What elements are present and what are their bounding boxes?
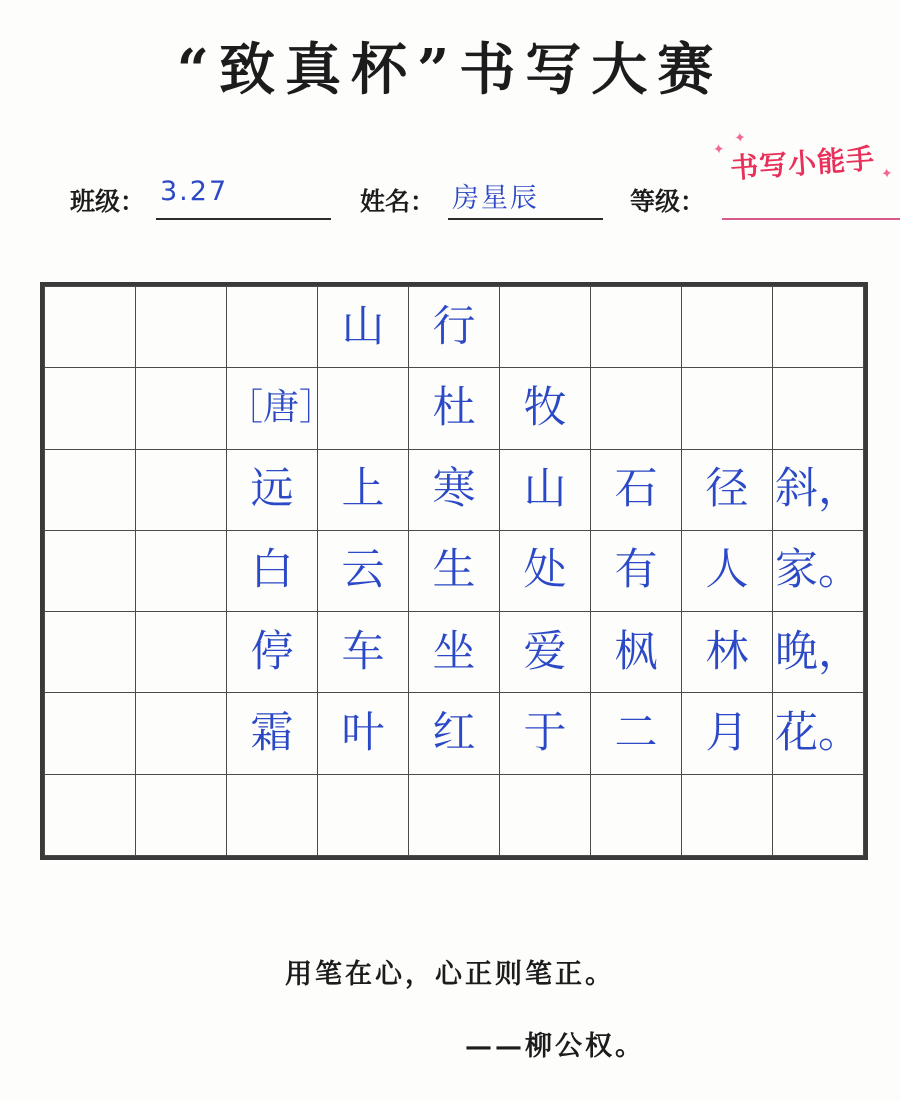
grid-cell[interactable] — [591, 287, 682, 368]
han-char: 杜 — [432, 382, 476, 433]
grid-cell[interactable] — [591, 368, 682, 449]
writing-grid-table — [44, 286, 864, 856]
footer-attribution: ——柳公权。 — [465, 1031, 645, 1062]
grid-cell[interactable] — [682, 530, 773, 611]
grid-cell[interactable] — [682, 449, 773, 530]
grid-cell[interactable] — [682, 368, 773, 449]
han-char: 叶 — [341, 708, 385, 759]
grid-cell[interactable] — [45, 693, 136, 774]
grid-cell[interactable] — [318, 530, 409, 611]
grid-cell[interactable] — [318, 774, 409, 855]
grid-cell[interactable] — [500, 368, 591, 449]
page-title: “致真杯”书写大赛 — [176, 37, 724, 103]
han-char: 山 — [341, 301, 385, 352]
grid-cell[interactable] — [591, 612, 682, 693]
han-char-dynasty: ［唐］ — [227, 387, 336, 429]
han-char: 远 — [250, 464, 294, 515]
grid-cell[interactable] — [409, 287, 500, 368]
han-char: 红 — [432, 708, 476, 759]
grid-cell[interactable] — [409, 449, 500, 530]
sparkle-icon: ✦ — [712, 141, 727, 159]
grid-cell[interactable] — [136, 693, 227, 774]
grid-cell[interactable] — [773, 368, 864, 449]
grid-cell[interactable] — [136, 449, 227, 530]
grid-cell[interactable] — [227, 530, 318, 611]
han-char: 车 — [341, 626, 385, 677]
grid-cell[interactable] — [591, 530, 682, 611]
class-value[interactable]: 3.27 — [160, 176, 229, 207]
han-char: 花。 — [775, 708, 861, 759]
han-char: 斜， — [775, 464, 861, 515]
teacher-stamp — [712, 129, 895, 187]
class-underline — [156, 218, 331, 220]
han-char: 枫 — [614, 626, 658, 677]
name-value[interactable]: 房星辰 — [452, 183, 539, 214]
table-row — [45, 368, 864, 449]
table-row — [45, 449, 864, 530]
han-char: 行 — [432, 301, 476, 352]
stamp-text: 书写小能手 — [729, 141, 877, 186]
grid-cell[interactable] — [136, 287, 227, 368]
han-char: 牧 — [523, 382, 567, 433]
grid-cell[interactable] — [45, 530, 136, 611]
han-char: 坐 — [432, 626, 476, 677]
grid-cell[interactable] — [227, 612, 318, 693]
han-char: 二 — [614, 708, 658, 759]
grid-cell[interactable] — [227, 774, 318, 855]
grid-cell[interactable] — [773, 774, 864, 855]
grid-cell[interactable] — [45, 449, 136, 530]
sparkle-icon: ✦ — [733, 129, 748, 147]
grid-cell[interactable] — [682, 287, 773, 368]
han-char: 晚， — [775, 626, 861, 677]
grid-cell[interactable] — [500, 774, 591, 855]
grid-cell[interactable] — [773, 287, 864, 368]
grid-cell[interactable] — [500, 449, 591, 530]
level-label: 等级： — [630, 187, 706, 216]
han-char: 停 — [250, 626, 294, 677]
class-label: 班级： — [70, 187, 146, 216]
name-underline — [448, 218, 603, 220]
han-char: 有 — [614, 545, 658, 596]
han-char: 石 — [614, 464, 658, 515]
grid-cell[interactable] — [318, 693, 409, 774]
grid-cell[interactable] — [591, 693, 682, 774]
han-char: 霜 — [250, 708, 294, 759]
name-label: 姓名： — [360, 187, 436, 216]
grid-cell[interactable] — [45, 774, 136, 855]
han-char: 径 — [705, 464, 749, 515]
grid-cell[interactable] — [318, 368, 409, 449]
grid-cell[interactable] — [136, 612, 227, 693]
grid-cell[interactable] — [227, 693, 318, 774]
table-row — [45, 530, 864, 611]
writing-grid — [40, 282, 868, 860]
grid-cell[interactable] — [409, 693, 500, 774]
grid-cell[interactable] — [45, 287, 136, 368]
han-char: 云 — [341, 545, 385, 596]
grid-cell[interactable] — [409, 530, 500, 611]
grid-cell[interactable] — [318, 449, 409, 530]
han-char: 寒 — [432, 464, 476, 515]
grid-cell[interactable] — [591, 449, 682, 530]
han-char: 山 — [523, 464, 567, 515]
grid-cell[interactable] — [136, 368, 227, 449]
table-row — [45, 287, 864, 368]
table-row — [45, 612, 864, 693]
grid-cell[interactable] — [500, 530, 591, 611]
grid-cell[interactable] — [591, 774, 682, 855]
han-char: 月 — [705, 708, 749, 759]
han-char: 处 — [523, 545, 567, 596]
han-char: 白 — [250, 545, 294, 596]
grid-cell[interactable] — [318, 612, 409, 693]
grid-cell[interactable] — [318, 287, 409, 368]
grid-cell[interactable] — [773, 449, 864, 530]
table-row — [45, 774, 864, 855]
grid-cell[interactable] — [136, 530, 227, 611]
grid-cell[interactable] — [45, 368, 136, 449]
level-underline — [722, 218, 900, 220]
grid-cell[interactable] — [227, 368, 336, 449]
grid-cell[interactable] — [682, 612, 773, 693]
grid-cell[interactable] — [409, 368, 500, 449]
grid-cell[interactable] — [682, 774, 773, 855]
grid-cell[interactable] — [45, 612, 136, 693]
grid-cell[interactable] — [500, 693, 591, 774]
footer-quote: 用笔在心，心正则笔正。 — [285, 959, 615, 990]
grid-cell[interactable] — [500, 612, 591, 693]
grid-cell[interactable] — [227, 449, 318, 530]
grid-cell[interactable] — [682, 693, 773, 774]
han-char: 于 — [523, 708, 567, 759]
table-row — [45, 693, 864, 774]
han-char: 生 — [432, 545, 476, 596]
han-char: 林 — [705, 626, 749, 677]
grid-cell[interactable] — [773, 530, 864, 611]
grid-cell[interactable] — [773, 612, 864, 693]
grid-cell[interactable] — [136, 774, 227, 855]
grid-cell[interactable] — [227, 287, 318, 368]
grid-cell[interactable] — [500, 287, 591, 368]
han-char: 爱 — [523, 626, 567, 677]
sparkle-icon: ✦ — [880, 165, 895, 183]
han-char: 人 — [705, 545, 749, 596]
han-char: 家。 — [775, 545, 861, 596]
han-char: 上 — [341, 464, 385, 515]
grid-cell[interactable] — [409, 612, 500, 693]
grid-cell[interactable] — [409, 774, 500, 855]
student-info-row — [70, 129, 895, 220]
grid-cell[interactable] — [773, 693, 864, 774]
